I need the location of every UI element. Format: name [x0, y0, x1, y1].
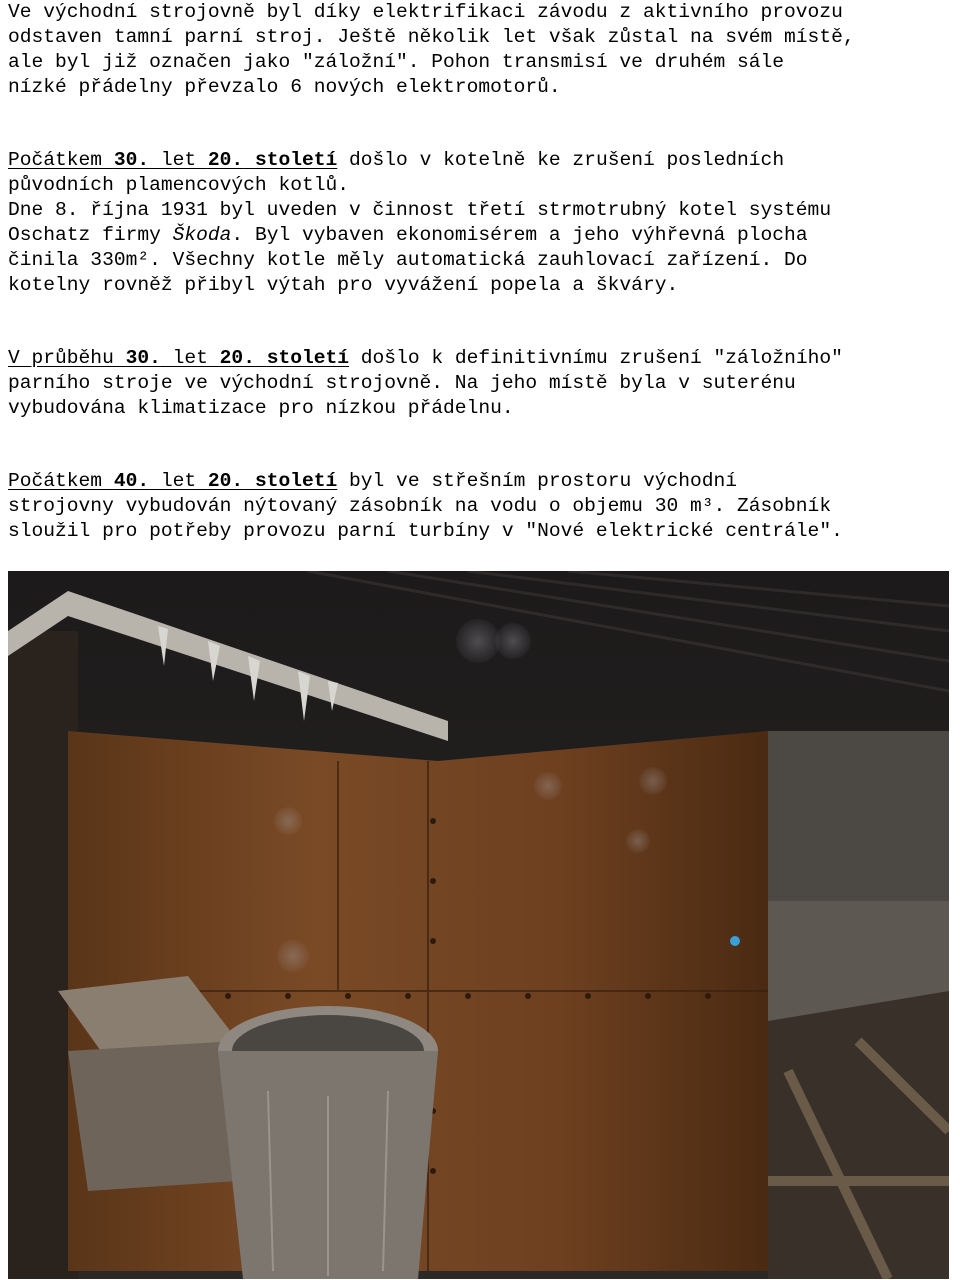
text-line: kotelny rovněž přibyl výtah pro vyvážení popela a škváry.: [8, 274, 679, 296]
text-line: činila 330m². Všechny kotle měly automatická zauhlovací zařízení. Do: [8, 249, 808, 271]
paragraph-3: [8, 346, 953, 421]
paragraph-2: [8, 148, 953, 298]
text-line: Oschatz firmy Škoda. Byl vybaven ekonomisérem a jeho výhřevná plocha: [8, 224, 808, 246]
text-line: původních plamencových kotlů.: [8, 174, 349, 196]
photo-riveted-water-tank: [8, 571, 949, 1279]
text-line: vybudována klimatizace pro nízkou přádelnu.: [8, 397, 514, 419]
text-line: parního stroje ve východní strojovně. Na jeho místě byla v suterénu: [8, 372, 796, 394]
paragraph-4: [8, 469, 953, 544]
text-line: nízké přádelny převzalo 6 nových elektromotorů.: [8, 76, 561, 98]
heading-underlined: V průběhu 30. let 20. století: [8, 347, 350, 369]
text-line: ale byl již označen jako "záložní". Pohon transmisí ve druhém sále: [8, 51, 785, 73]
paragraph-1: [8, 0, 953, 100]
heading-underlined: Počátkem 40. let 20. století: [8, 470, 338, 492]
heading-underlined: Počátkem 30. let 20. století: [8, 149, 338, 171]
company-name: Škoda: [172, 224, 232, 246]
text-line: V průběhu 30. let 20. století došlo k definitivnímu zrušení "záložního": [8, 347, 843, 369]
text-line: strojovny vybudován nýtovaný zásobník na vodu o objemu 30 m³. Zásobník: [8, 495, 832, 517]
text-line: Počátkem 40. let 20. století byl ve střešním prostoru východní: [8, 470, 738, 492]
text-line: Počátkem 30. let 20. století došlo v kotelně ke zrušení posledních: [8, 149, 785, 171]
text-line: odstaven tamní parní stroj. Ještě několik let však zůstal na svém místě,: [8, 26, 855, 48]
text-line: Ve východní strojovně byl díky elektrifikaci závodu z aktivního provozu: [8, 1, 843, 23]
text-line: sloužil pro potřeby provozu parní turbíny v "Nové elektrické centrále".: [8, 520, 843, 542]
document-text: [8, 0, 953, 544]
text-line: Dne 8. října 1931 byl uveden v činnost třetí strmotrubný kotel systému: [8, 199, 832, 221]
